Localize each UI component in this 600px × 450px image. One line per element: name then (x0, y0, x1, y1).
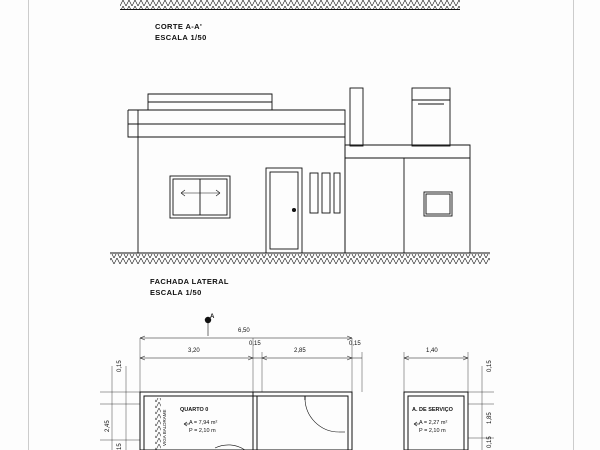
plan-dim-2-85: 2,85 (294, 348, 306, 354)
room-area-servico: A = 2,27 m² (419, 420, 448, 426)
plan-right-dim-0-15-top: 0,15 (487, 360, 493, 372)
room-label-quarto: QUARTO 0 (180, 407, 209, 413)
fachada-ground-hatch (110, 254, 490, 264)
room-extra-servico: P = 2,10 m (419, 428, 446, 434)
corte-ground-hatch (120, 0, 460, 10)
corte-title: CORTE A-A' (155, 22, 203, 31)
plan-dim-overall: 6,50 (238, 328, 250, 334)
plan-dim-0-15-a: 0,15 (249, 341, 261, 347)
plan-right-dim-0-15-bottom: 0,15 (487, 436, 493, 448)
fachada-scale: ESCALA 1/50 (150, 288, 202, 297)
room-extra-quarto: P = 2,10 m (189, 428, 216, 434)
plan-left-dim-2-45: 2,45 (105, 420, 111, 432)
plan-left-dim-0-15: 0,15 (117, 360, 123, 372)
viga-baldrame-note: VIGA BALDRAME (162, 409, 167, 446)
room-area-quarto: A = 7,94 m² (189, 420, 218, 426)
fachada-elevation (110, 88, 490, 253)
room-label-servico: A. DE SERVIÇO (412, 407, 453, 413)
plan-dim-0-15-b: 0,15 (349, 341, 361, 347)
viga-baldrame-hatch (155, 398, 161, 450)
corte-scale: ESCALA 1/50 (155, 33, 207, 42)
plan-dim-1-40: 1,40 (426, 348, 438, 354)
plan-right-dim-1-85: 1,85 (487, 412, 493, 424)
fachada-title: FACHADA LATERAL (150, 277, 229, 286)
section-marker-a: A (210, 314, 215, 320)
plan-left-dim-15: 15 (117, 443, 123, 450)
plan-dim-3-20: 3,20 (188, 348, 200, 354)
